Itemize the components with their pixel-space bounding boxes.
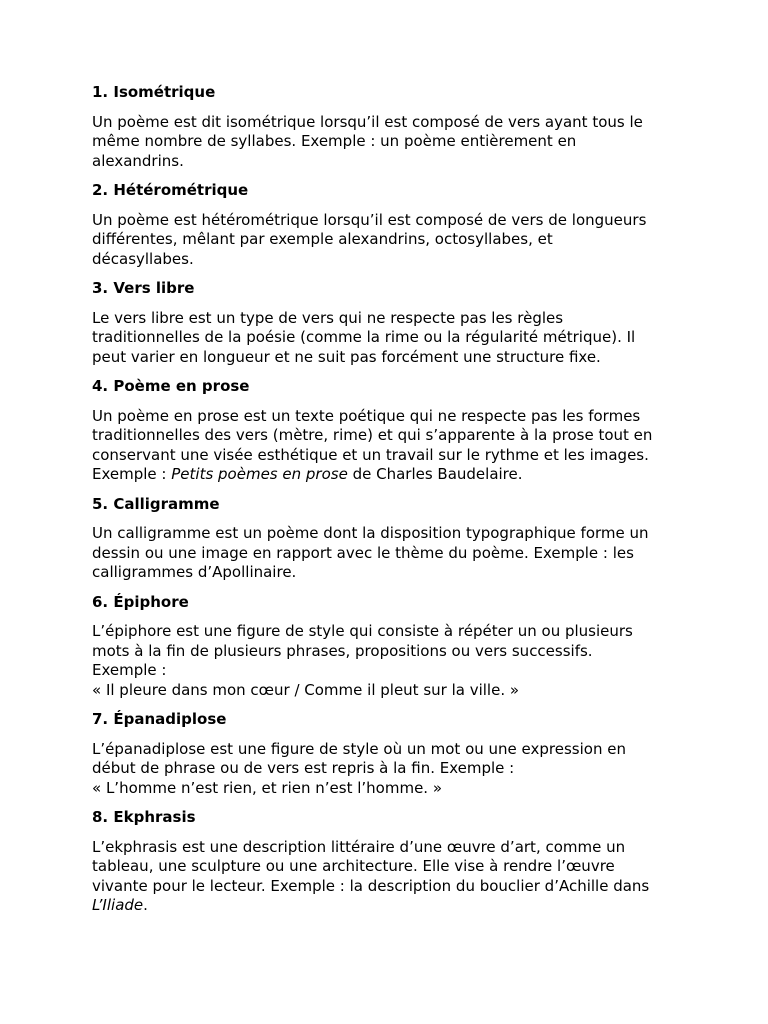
body-line: Un poème est hétérométrique lorsqu’il est composé de vers de longueurs (92, 210, 647, 229)
section-body-poeme-en-prose (92, 407, 682, 485)
document-page (92, 83, 682, 926)
quote-line: « L’homme n’est rien, et rien n’est l’homme. » (92, 778, 443, 797)
example-suffix: de Charles Baudelaire. (347, 465, 523, 483)
section-title-vers-libre: 3. Vers libre (92, 279, 195, 297)
section-body-epanadiplose (92, 740, 682, 799)
section-body-vers-libre (92, 309, 682, 368)
section-title-isometrique: 1. Isométrique (92, 83, 216, 101)
body-line: Un calligramme est un poème dont la disposition typographique forme un (92, 524, 649, 542)
body-line: décasyllabes. (92, 249, 194, 268)
section-title-epiphore: 6. Épiphore (92, 592, 189, 611)
body-line: dessin ou une image en rapport avec le thème du poème. Exemple : les (92, 543, 634, 562)
body-line: conservant une visée esthétique et un travail sur le rythme et les images. (92, 445, 649, 464)
example-line (92, 896, 682, 916)
book-title: L’Iliade (92, 896, 144, 914)
section-body-ekphrasis (92, 838, 682, 916)
body-line: L’épiphore est une figure de style qui consiste à répéter un ou plusieurs (92, 622, 633, 640)
body-line: différentes, mêlant par exemple alexandrins, octosyllabes, et (92, 230, 553, 248)
body-line: mots à la fin de plusieurs phrases, propositions ou vers successifs. (92, 641, 593, 660)
body-line: calligrammes d’Apollinaire. (92, 563, 297, 581)
body-line: traditionnelles de la poésie (comme la rime ou la régularité métrique). Il (92, 328, 636, 346)
example-line (92, 465, 682, 485)
body-line: Un poème en prose est un texte poétique qui ne respecte pas les formes (92, 406, 641, 425)
section-body-epiphore (92, 622, 682, 700)
example-prefix: Exemple : (92, 465, 172, 483)
section-title-epanadiplose: 7. Épanadiplose (92, 710, 227, 728)
quote-line: « Il pleure dans mon cœur / Comme il pleut sur la ville. » (92, 680, 520, 699)
example-suffix: . (143, 896, 148, 914)
body-line: même nombre de syllabes. Exemple : un poème entièrement en (92, 132, 577, 150)
book-title: Petits poèmes en prose (171, 465, 348, 483)
section-title-heterometrique: 2. Hétérométrique (92, 181, 249, 199)
body-line: traditionnelles des vers (mètre, rime) et qui s’apparente à la prose tout en (92, 426, 653, 444)
body-line: Exemple : (92, 661, 167, 679)
body-line: L’ekphrasis est une description littéraire d’une œuvre d’art, comme un (92, 837, 626, 856)
body-line: L’épanadiplose est une figure de style où un mot ou une expression en (92, 739, 626, 758)
section-body-heterometrique (92, 211, 682, 270)
section-body-isometrique (92, 113, 682, 172)
body-line: début de phrase ou de vers est repris à la fin. Exemple : (92, 759, 515, 777)
body-line: Un poème est dit isométrique lorsqu’il est composé de vers ayant tous le (92, 112, 643, 131)
body-line: tableau, une sculpture ou une architecture. Elle vise à rendre l’œuvre (92, 857, 615, 875)
body-line: peut varier en longueur et ne suit pas forcément une structure fixe. (92, 347, 601, 366)
section-title-ekphrasis: 8. Ekphrasis (92, 808, 196, 826)
section-title-calligramme: 5. Calligramme (92, 494, 220, 513)
body-line: alexandrins. (92, 151, 184, 170)
section-title-poeme-en-prose: 4. Poème en prose (92, 377, 250, 395)
body-line: vivante pour le lecteur. Exemple : la description du bouclier d’Achille dans (92, 876, 650, 895)
body-line: Le vers libre est un type de vers qui ne respecte pas les règles (92, 308, 564, 327)
section-body-calligramme (92, 524, 682, 583)
